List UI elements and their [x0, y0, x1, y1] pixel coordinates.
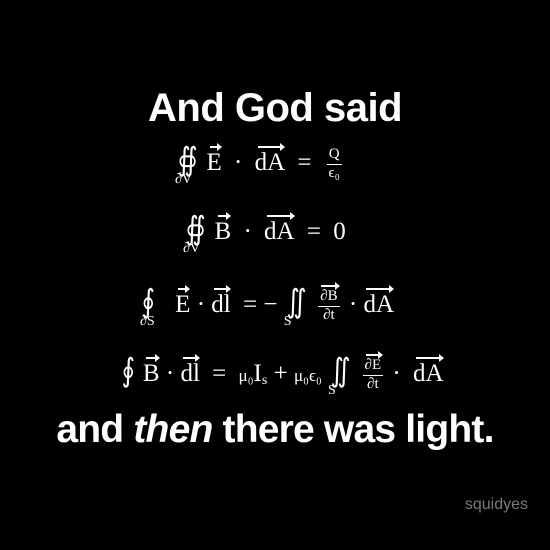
faraday-law: [140, 283, 395, 329]
ampere-maxwell-law: [120, 352, 444, 398]
dot-operator: ·: [234, 149, 243, 176]
magnetic-field-vector: B: [214, 218, 232, 245]
closing-before: and: [56, 408, 134, 451]
equals-sign: =: [212, 360, 227, 387]
gauss-law-electric: [175, 141, 345, 187]
surface-integral: ∬ S: [283, 283, 307, 329]
integral-limit: ∂V: [175, 172, 193, 187]
line-differential: dl: [211, 291, 231, 318]
closed-line-integral: ∮: [121, 352, 136, 388]
area-differential: dA: [254, 149, 286, 176]
magnetic-field-vector: B: [142, 360, 160, 387]
line-differential: dl: [180, 360, 200, 387]
integral-limit: ∂V: [183, 241, 201, 256]
charge-over-permittivity: $\frac{Q}{\text{ϵ₀}}$: [328, 146, 340, 181]
gauss-law-magnetic: [183, 210, 346, 256]
electric-field-vector: E: [206, 149, 222, 176]
dot-operator: ·: [348, 291, 358, 318]
permeability-permittivity: μ₀ϵ₀: [293, 366, 322, 385]
area-differential: dA: [363, 291, 395, 318]
watermark-signature: squidyes: [464, 496, 528, 513]
surface-integral: ∬ S: [328, 352, 351, 398]
integral-limit: ∂S: [140, 314, 155, 329]
plus-sign: +: [273, 360, 288, 387]
closing-emphasis: then: [133, 408, 213, 451]
permeability: μ₀: [238, 366, 254, 385]
closed-line-integral: ∮ ∂S: [140, 283, 156, 329]
zero-value: 0: [333, 218, 346, 245]
integral-limit: S: [328, 383, 336, 398]
dot-operator: ·: [165, 360, 175, 387]
area-differential: dA: [412, 360, 444, 387]
minus-sign: −: [263, 291, 278, 318]
time-derivative-b: $\frac{\partial B}{\partial t}$: [320, 288, 338, 323]
headline-title: And God said: [148, 86, 402, 130]
time-derivative-e: $\frac{\partial E}{\partial t}$: [364, 357, 382, 392]
current-subscript: s: [261, 373, 268, 388]
closed-surface-integral: ∯ ∂V: [183, 210, 206, 256]
closing-line: [0, 408, 550, 452]
closing-after: there was light.: [212, 408, 494, 451]
closed-surface-integral: ∯ ∂V: [175, 141, 198, 187]
dot-operator: ·: [243, 218, 252, 245]
integral-limit: S: [283, 314, 292, 329]
equals-sign: =: [242, 291, 258, 318]
electric-field-vector: E: [175, 291, 191, 318]
equals-sign: =: [297, 149, 312, 176]
dot-operator: ·: [392, 360, 401, 387]
current-symbol: I: [253, 360, 262, 387]
equals-sign: =: [306, 218, 321, 245]
dot-operator: ·: [196, 291, 206, 318]
area-differential: dA: [264, 218, 295, 245]
